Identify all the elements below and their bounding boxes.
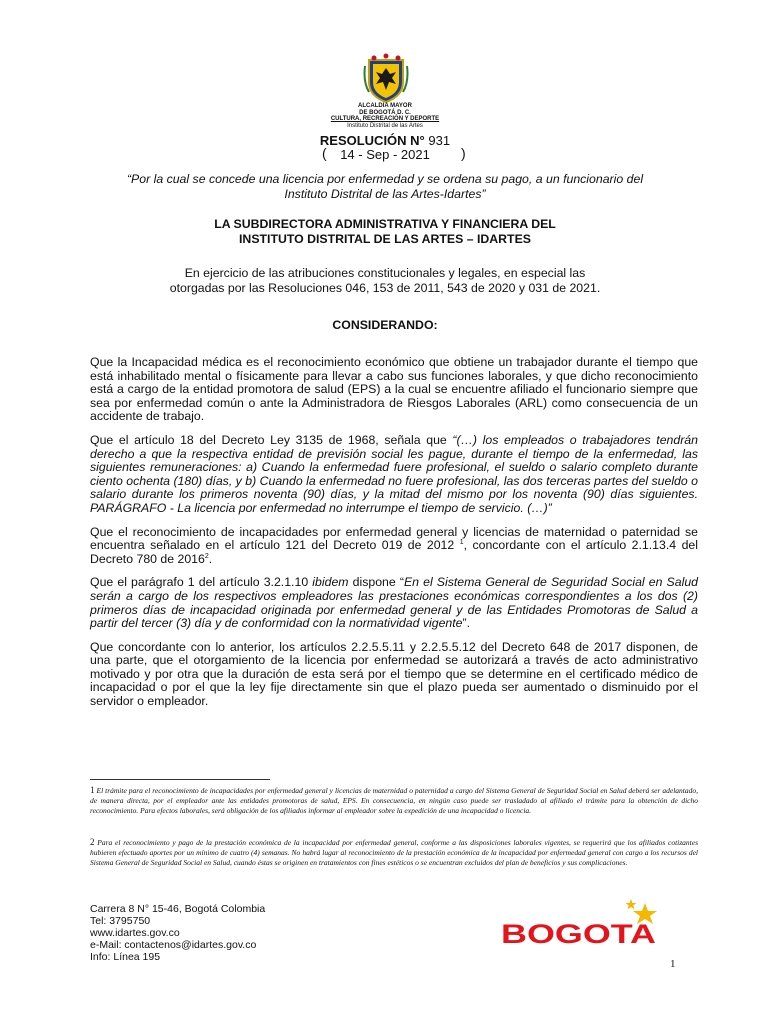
resolution-date: 14 - Sep - 2021 [340,147,430,162]
paragraph-2-quote: “(…) los empleados o trabajadores tendrán derecho a que la respectiva entidad de previsión social les pague, durante el tiempo de la enfermedad, las siguientes remuneraciones: a) Cuando la enfermedad fuere profesional, el sueldo o salario completo durante ciento ochenta (180) días, y b) Cuando la enfermedad no fuere profesional, las dos terceras partes del sueldo o salario durante los primeros noventa (90) días, y la mitad del mismo por los noventa (90) días siguientes. PARÁGRAFO - La licencia por enfermedad no interrumpe el tiempo de servicio. (…)” [90,432,698,515]
contact-block [90,903,265,963]
body-text [90,356,698,719]
paragraph-1: Que la Incapacidad médica es el reconocimiento económico que obtiene un trabajador durante el tiempo que está inhabilitado mental o físicamente para llevar a cabo sus funciones laborales, y que dicho reconocimiento está a cargo de la entidad promotora de salud (EPS) a la cual se encuentre afiliado el funcionario siempre que sea por enfermedad común o ante la Administradora de Riesgos Laborales (ARL) como consecuencia de un accidente de trabajo. [90,355,698,424]
bogota-coat-of-arms-icon [363,52,409,104]
institution-block [300,103,470,129]
footnote-2-text: Para el reconocimiento y pago de la prestación económica de la incapacidad por enfermedad general, conforme a las disposiciones laborales vigentes, se requerirá que los afiliados cotizantes hubieren efectuado aportes por un mínimo de cuatro (4) semanas. No habrá lugar al reconocimiento de la prestación económica de la incapacidad por enfermedad general con cargo a los recursos del Sistema General de Seguridad Social en Salud, cuando éstas se originen en tratamientos con fines estéticos o se encuentran excluidos del plan de beneficios y sus complicaciones. [90,838,698,867]
paragraph-3 [90,526,698,567]
footnote-1-text: El trámite para el reconocimiento de incapacidades por enfermedad general y licencias de maternidad o paternidad a cargo del Sistema General de Seguridad Social en Salud deberá ser adelantado, de manera directa, por el empleador ante las entidades promotoras de salud, EPS. En consecuencia, en ningún caso puede ser trasladado al afiliado el trámite para la obtención de dicho reconocimiento. Para efectos laborales, será obligación de los afiliados informar al empleador sobre la expedición de una incapacidad o licencia. [90,786,698,815]
institution-line: ALCALDIA MAYOR [358,103,412,109]
subject-line: Instituto Distrital de las Artes-Idartes” [284,187,486,201]
logo-wordmark: BOGOTA [501,919,656,949]
date-paren-open: ( [322,145,327,161]
paragraph-2 [90,434,698,516]
footnote-ref-1[interactable]: 1 [459,539,464,547]
considerando-heading: CONSIDERANDO: [332,318,438,332]
footnote-1 [90,785,698,816]
powers-line: otorgadas por las Resoluciones 046, 153 de 2011, 543 de 2020 y 031 de 2021. [169,281,601,295]
paragraph-2-intro: Que el artículo 18 del Decreto Ley 3135 de 1968, señala que [90,432,447,447]
paragraph-4 [90,576,698,630]
footnote-1-mark: 1 [90,785,95,795]
resolution-title [0,133,770,148]
paragraph-4-ibidem: ibidem [312,575,349,590]
paragraph-3-text: , concordante con el artículo 2.1.13.4 del Decreto 780 de 2016 [90,538,698,566]
paragraph-3-text: . [208,551,213,566]
footnote-ref-2[interactable]: 2 [204,552,209,560]
institution-line: CULTURA, RECREACIÓN Y DEPORTE [330,116,440,122]
contact-website[interactable]: www.idartes.gov.co [90,927,180,939]
contact-address: Carrera 8 N° 15-46, Bogotá Colombia [90,903,266,915]
paragraph-4-text: dispone “ [352,575,404,590]
contact-email[interactable]: e-Mail: contactenos@idartes.gov.co [90,939,257,951]
issuer-heading [100,217,670,246]
footnote-2-mark: 2 [90,837,95,847]
contact-phone: Tel: 3795750 [90,915,151,927]
institution-line: DE BOGOTÁ D. C. [359,109,411,116]
contact-info-line: Info: Línea 195 [90,951,161,963]
paragraph-4-text: ”. [462,616,471,631]
resolution-label: RESOLUCIÓN N° [319,133,425,148]
powers-statement [100,266,670,296]
institution-line: Instituto Distrital de las Artes [347,122,423,129]
bogota-logo [497,897,672,953]
subject-line: “Por la cual se concede una licencia por enfermedad y se ordena su pago, a un funcionario del [126,172,644,186]
logo-small-star-icon [626,899,637,909]
paragraph-5: Que concordante con lo anterior, los artículos 2.2.5.5.11 y 2.2.5.5.12 del Decreto 648 de 2017 disponen, de una parte, que el otorgamiento de la licencia por enfermedad se autorizará a través de acto administrativo motivado y por otra que la duración de esta será por el tiempo que se determine en el certificado médico de incapacidad o por el que la ley fije directamente sin que el plazo pueda ser aumentado o disminuido por el servidor o empleador. [90,639,698,709]
footnote-2 [90,837,698,868]
resolution-number: 931 [428,133,451,148]
resolution-subject [100,172,670,202]
footnote-divider [90,779,270,780]
paragraph-4-text: Que el parágrafo 1 del artículo 3.2.1.10 [90,575,309,590]
paragraph-3-text: Que el reconocimiento de incapacidades por enfermedad general y licencias de maternidad o paternidad se encuentra señalado en el artículo 121 del Decreto 019 de 2012 [90,524,698,553]
issuer-line: LA SUBDIRECTORA ADMINISTRATIVA Y FINANCIERA DEL [214,217,556,231]
issuer-line: INSTITUTO DISTRITAL DE LAS ARTES – IDARTES [239,231,531,246]
powers-line: En ejercicio de las atribuciones constitucionales y legales, en especial las [184,266,586,280]
date-paren-close: ) [461,145,466,161]
page-number: 1 [670,958,676,970]
paragraph-4-quote: En el Sistema General de Seguridad Social en Salud serán a cargo de los respectivos empleadores las prestaciones económicas correspondientes a los dos (2) primeros días de incapacidad originada por enfermedad general y de las Entidades Promotoras de Salud a partir del tercer (3) día y de conformidad con la normatividad vigente [90,575,699,631]
